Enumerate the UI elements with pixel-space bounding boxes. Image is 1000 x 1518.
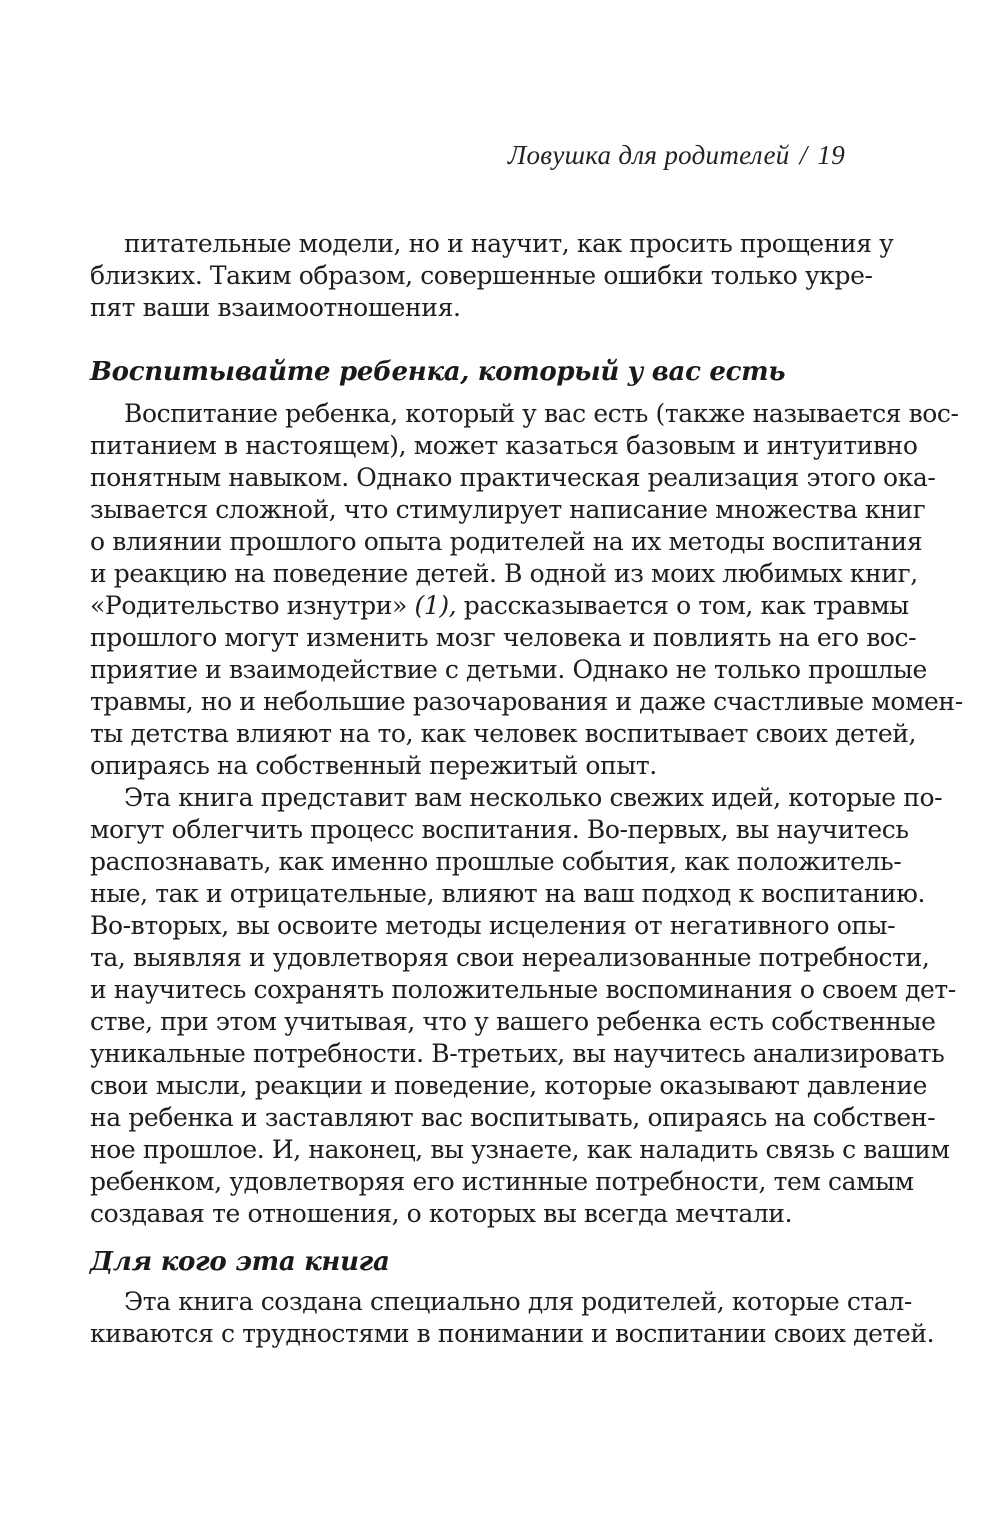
running-head [508,140,845,171]
text-line: питательные модели, но и научит, как просить прощения у [124,229,894,258]
text-fragment: рассказывается о том, как травмы [463,591,909,620]
text-line [90,590,909,622]
text-line: Эта книга создана специально для родителей, которые стал- [124,1287,912,1316]
text-line: ное прошлое. И, наконец, вы узнаете, как наладить связь с вашим [90,1135,950,1164]
text-line: Во-вторых, вы освоите методы исцеления от негативного опы- [90,911,896,940]
text-line: травмы, но и небольшие разочарования и даже счастливые момен- [90,687,963,716]
reference-mark: (1), [414,591,457,620]
text-line: ребенком, удовлетворяя его истинные потребности, тем самым [90,1167,914,1196]
text-line: приятие и взаимодействие с детьми. Однако не только прошлые [90,655,927,684]
text-line: киваются с трудностями в понимании и воспитании своих детей. [90,1319,935,1348]
text-line: прошлого могут изменить мозг человека и повлиять на его вос- [90,623,917,652]
text-line: и научитесь сохранять положительные воспоминания о своем дет- [90,975,956,1004]
text-line: Воспитание ребенка, который у вас есть (также называется вос- [124,399,959,428]
text-line: ты детства влияют на то, как человек воспитывает своих детей, [90,719,917,748]
section-heading: Для кого эта книга [90,1247,390,1277]
text-line: о влиянии прошлого опыта родителей на их методы воспитания [90,527,923,556]
running-head-title: Ловушка для родителей [507,140,790,170]
running-head-separator: / [799,140,808,170]
text-line: создавая те отношения, о которых вы всегда мечтали. [90,1199,793,1228]
text-line: стве, при этом учитывая, что у вашего ребенка есть собственные [90,1007,936,1036]
text-line: зывается сложной, что стимулирует написание множества книг [90,495,926,524]
text-line: свои мысли, реакции и поведение, которые оказывают давление [90,1071,927,1100]
text-line: Эта книга представит вам несколько свежих идей, которые по- [124,783,943,812]
text-line: ные, так и отрицательные, влияют на ваш подход к воспитанию. [90,879,926,908]
text-line: опираясь на собственный пережитый опыт. [90,751,657,780]
text-line: понятным навыком. Однако практическая реализация этого ока- [90,463,936,492]
book-title: «Родительство изнутри» [90,591,407,620]
text-line: пят ваши взаимоотношения. [90,293,461,322]
text-line: и реакцию на поведение детей. В одной из моих любимых книг, [90,559,918,588]
text-line: распознавать, как именно прошлые события, как положитель- [90,847,902,876]
page-number: 19 [817,140,845,170]
text-line: близких. Таким образом, совершенные ошибки только укре- [90,261,873,290]
text-line: питанием в настоящем), может казаться базовым и интуитивно [90,431,918,460]
section-heading: Воспитывайте ребенка, который у вас есть [90,357,786,387]
text-line: та, выявляя и удовлетворяя свои нереализованные потребности, [90,943,930,972]
text-line: на ребенка и заставляют вас воспитывать, опираясь на собствен- [90,1103,936,1132]
text-line: уникальные потребности. В-третьих, вы научитесь анализировать [90,1039,945,1068]
text-line: могут облегчить процесс воспитания. Во-первых, вы научитесь [90,815,909,844]
